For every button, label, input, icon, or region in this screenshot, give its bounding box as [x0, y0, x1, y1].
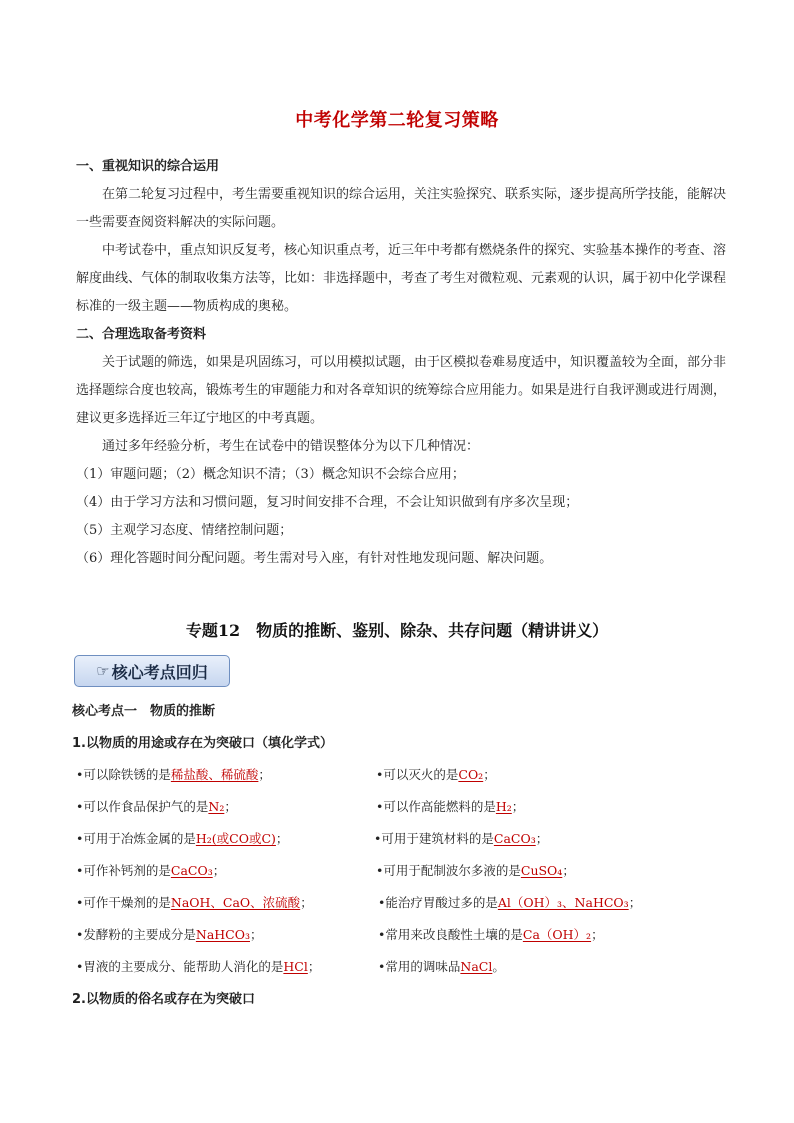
section-2-heading: 二、合理选取备考资料	[76, 327, 207, 342]
table-row: •可作补钙剂的是CaCO₃； •可用于配制波尔多液的是CuSO₄；	[76, 863, 575, 878]
list-item: （4）由于学习方法和习惯问题，复习时间安排不合理，不会让知识做到有序多次呈现；	[76, 495, 579, 510]
section-1	[76, 153, 726, 573]
section-2-paragraph: 关于试题的筛选，如果是巩固练习，可以用模拟试题，由于区模拟卷难易度适中，知识覆盖较为全面，部分非选择题综合度也较高，锻炼考生的审题能力和对各章知识的统筹综合应用能力。如果是进行自我评测或进行周测，建议更多选择近三年辽宁地区的中考真题。	[76, 355, 727, 426]
answer-text: CaCO₃	[170, 863, 213, 878]
answer-text: 稀盐酸、稀硫酸	[170, 767, 259, 782]
table-row: •可以除铁锈的是稀盐酸、稀硫酸； •可以灭火的是CO₂；	[76, 767, 496, 782]
answer-text: HCl	[283, 959, 308, 974]
table-row: •可用于冶炼金属的是H₂(或CO或C)； •可用于建筑材料的是CaCO₃；	[76, 831, 549, 846]
list-item: （5）主观学习态度、情绪控制问题；	[76, 523, 293, 538]
answer-text: CuSO₄	[520, 863, 563, 878]
answer-text: NaCl	[460, 959, 493, 974]
core-review-badge	[74, 655, 230, 687]
table-row: •可以作食品保护气的是N₂； •可以作高能燃料的是H₂；	[76, 799, 525, 814]
answer-text: N₂	[208, 799, 225, 814]
subsection-heading: 1.以物质的用途或存在为突破口（填化学式）	[72, 736, 333, 751]
answer-text: CaCO₃	[493, 831, 536, 846]
pointing-hand-icon: ☞	[96, 662, 110, 680]
table-row: •胃液的主要成分、能帮助人消化的是HCl； •常用的调味品NaCl。	[76, 959, 505, 974]
subsection-heading: 2.以物质的俗名或存在为突破口	[72, 992, 255, 1007]
section-1-heading: 一、重视知识的综合运用	[76, 159, 220, 174]
list-item: （1）审题问题；（2）概念知识不清；（3）概念知识不会综合应用；	[76, 467, 465, 482]
answer-text: CO₂	[458, 767, 484, 782]
section-1-paragraph: 在第二轮复习过程中，考生需要重视知识的综合运用，关注实验探究、联系实际，逐步提高所学技能，能解决一些需要查阅资料解决的实际问题。	[76, 187, 727, 230]
core-point-heading: 核心考点一 物质的推断	[72, 704, 216, 719]
badge-label: 核心考点回归	[111, 662, 208, 682]
answer-text: H₂	[495, 799, 512, 814]
answer-text: H₂(或CO或C)	[195, 831, 276, 846]
answer-text: Al（OH）₃、NaHCO₃	[497, 895, 629, 910]
table-row: •发酵粉的主要成分是NaHCO₃； •常用来改良酸性土壤的是Ca（OH）₂；	[76, 927, 604, 942]
answer-text: Ca（OH）₂	[522, 927, 592, 942]
topic-title: 专题12 物质的推断、鉴别、除杂、共存问题（精讲讲义）	[185, 621, 609, 640]
page-title: 中考化学第二轮复习策略	[295, 110, 499, 131]
answer-text: NaOH、CaO、浓硫酸	[170, 895, 301, 910]
table-row: •可作干燥剂的是NaOH、CaO、浓硫酸； •能治疗胃酸过多的是Al（OH）₃、NaHCO₃；	[76, 895, 642, 910]
answer-text: NaHCO₃	[195, 927, 250, 942]
section-1-paragraph: 中考试卷中，重点知识反复考，核心知识重点考，近三年中考都有燃烧条件的探究、实验基本操作的考查、溶解度曲线、气体的制取收集方法等，比如：非选择题中，考查了考生对微粒观、元素观的认识，属于初中化学课程标准的一级主题——物质构成的奥秘。	[76, 243, 727, 314]
list-item: （6）理化答题时间分配问题。考生需对号入座，有针对性地发现问题、解决问题。	[76, 551, 553, 566]
section-2-paragraph: 通过多年经验分析，考生在试卷中的错误整体分为以下几种情况：	[102, 439, 480, 454]
